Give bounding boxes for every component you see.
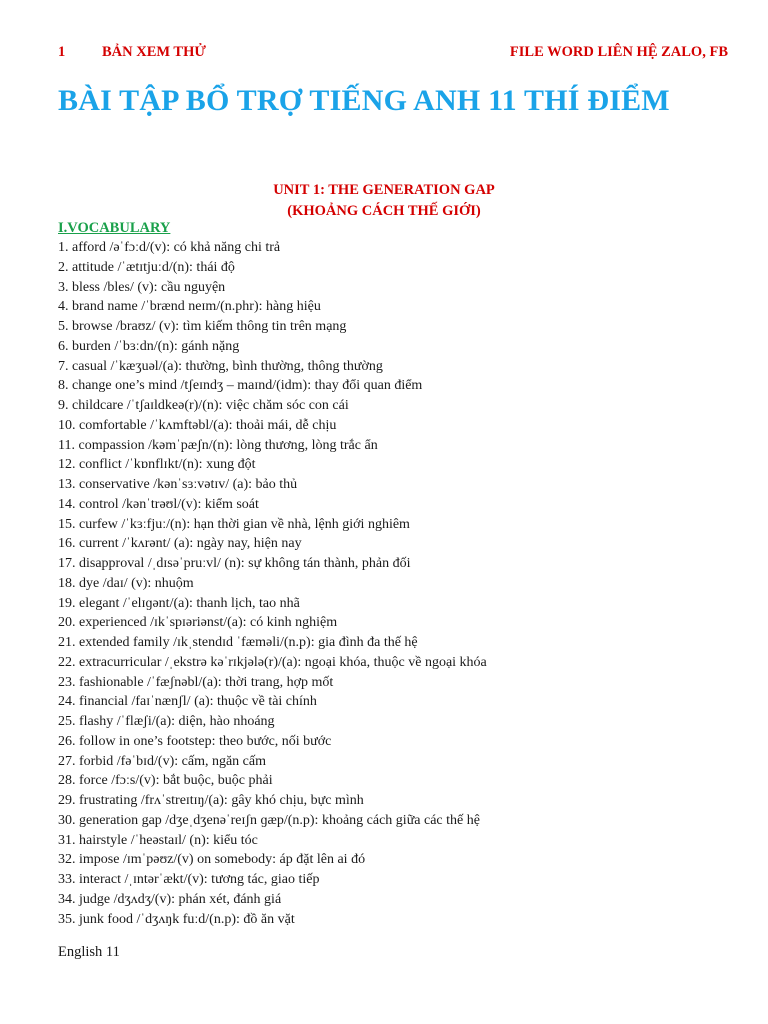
vocabulary-item: 25. flashy /ˈflæʃi/(a): diện, hào nhoáng (58, 714, 275, 729)
vocabulary-item: 2. attitude /ˈætɪtjuːd/(n): thái độ (58, 259, 235, 275)
vocabulary-item: 34. judge /dʒʌdʒ/(v): phán xét, đánh giá (58, 891, 282, 907)
vocabulary-item: 29. frustrating /frʌˈstreɪtɪŋ/(a): gây khó chịu, bực mình (58, 793, 364, 808)
vocabulary-item: 8. change one’s mind /tʃeɪndʒ – maɪnd/(idm): thay đổi quan điểm (58, 378, 423, 394)
vocabulary-item: 11. compassion /kəmˈpæʃn/(n): lòng thương, lòng trắc ẩn (58, 437, 378, 453)
vocabulary-item: 23. fashionable /ˈfæʃnəbl/(a): thời trang, hợp mốt (58, 674, 334, 690)
vocabulary-item: 18. dye /daɪ/ (v): nhuộm (58, 575, 194, 591)
page-number: 1 (58, 44, 66, 60)
vocabulary-item: 4. brand name /ˈbrænd neɪm/(n.phr): hàng hiệu (58, 299, 321, 315)
vocabulary-item: 30. generation gap /dʒeˌdʒenəˈreɪʃn ɡæp/(n.p): khoảng cách giữa các thế hệ (58, 812, 480, 828)
vocabulary-item: 9. childcare /ˈtʃaɪldkeə(r)/(n): việc chăm sóc con cái (58, 398, 349, 413)
vocabulary-item: 15. curfew /ˈkɜːfjuː/(n): hạn thời gian về nhà, lệnh giới nghiêm (58, 516, 410, 532)
vocabulary-item: 12. conflict /ˈkɒnflɪkt/(n): xung đột (58, 457, 256, 473)
vocabulary-item: 28. force /fɔːs/(v): bắt buộc, buộc phải (58, 773, 273, 789)
contact-label: FILE WORD LIÊN HỆ ZALO, FB (509, 44, 728, 60)
vocabulary-list (58, 238, 487, 929)
unit-subtitle-line: (KHOẢNG CÁCH THẾ GIỚI) (287, 203, 481, 219)
vocabulary-item: 13. conservative /kənˈsɜːvətɪv/ (a): bảo thủ (58, 477, 298, 492)
vocabulary-item: 26. follow in one’s footstep: theo bước, nối bước (58, 733, 332, 749)
vocabulary-item: 16. current /ˈkʌrənt/ (a): ngày nay, hiện nay (58, 536, 302, 552)
vocabulary-item: 32. impose /ɪmˈpəʊz/(v) on somebody: áp đặt lên ai đó (58, 852, 366, 868)
vocabulary-section-heading: I.VOCABULARY (58, 220, 171, 236)
vocabulary-item: 3. bless /bles/ (v): cầu nguyện (58, 279, 226, 295)
vocabulary-item: 33. interact /ˌɪntərˈækt/(v): tương tác, giao tiếp (58, 872, 320, 887)
page-footer: English 11 (58, 944, 120, 960)
preview-label: BẢN XEM THỬ (102, 44, 206, 60)
vocabulary-item: 1. afford /əˈfɔːd/(v): có khả năng chi trả (58, 240, 281, 255)
vocabulary-item: 24. financial /faɪˈnænʃl/ (a): thuộc về tài chính (58, 694, 317, 710)
unit-title-line: UNIT 1: THE GENERATION GAP (273, 182, 495, 198)
vocabulary-item: 14. control /kənˈtrəʊl/(v): kiểm soát (58, 496, 259, 512)
unit-heading (0, 180, 768, 222)
vocabulary-item: 10. comfortable /ˈkʌmftəbl/(a): thoải mái, dễ chịu (58, 417, 337, 433)
vocabulary-item: 35. junk food /ˈdʒʌŋk fuːd/(n.p): đồ ăn vặt (58, 911, 295, 927)
page-header (58, 44, 728, 66)
vocabulary-item: 6. burden /ˈbɜːdn/(n): gánh nặng (58, 338, 240, 354)
vocabulary-item: 21. extended family /ɪkˌstendɪd ˈfæməli/(n.p): gia đình đa thế hệ (58, 635, 418, 650)
document-title: BÀI TẬP BỔ TRỢ TIẾNG ANH 11 THÍ ĐIỂM (58, 84, 670, 117)
vocabulary-item: 7. casual /ˈkæʒuəl/(a): thường, bình thường, thông thường (58, 358, 383, 374)
vocabulary-item: 22. extracurricular /ˌekstrə kəˈrɪkjələ(r)/(a): ngoại khóa, thuộc về ngoại khóa (58, 654, 487, 670)
vocabulary-item: 17. disapproval /ˌdɪsəˈpruːvl/ (n): sự không tán thành, phản đối (58, 556, 411, 571)
vocabulary-item: 19. elegant /ˈelɪɡənt/(a): thanh lịch, tao nhã (58, 595, 300, 611)
vocabulary-item: 27. forbid /fəˈbɪd/(v): cấm, ngăn cấm (58, 753, 266, 769)
vocabulary-item: 20. experienced /ɪkˈspɪəriənst/(a): có kinh nghiệm (58, 615, 338, 631)
vocabulary-item: 31. hairstyle /ˈheəstaɪl/ (n): kiểu tóc (58, 832, 258, 848)
vocabulary-item: 5. browse /braʊz/ (v): tìm kiếm thông tin trên mạng (58, 319, 347, 334)
